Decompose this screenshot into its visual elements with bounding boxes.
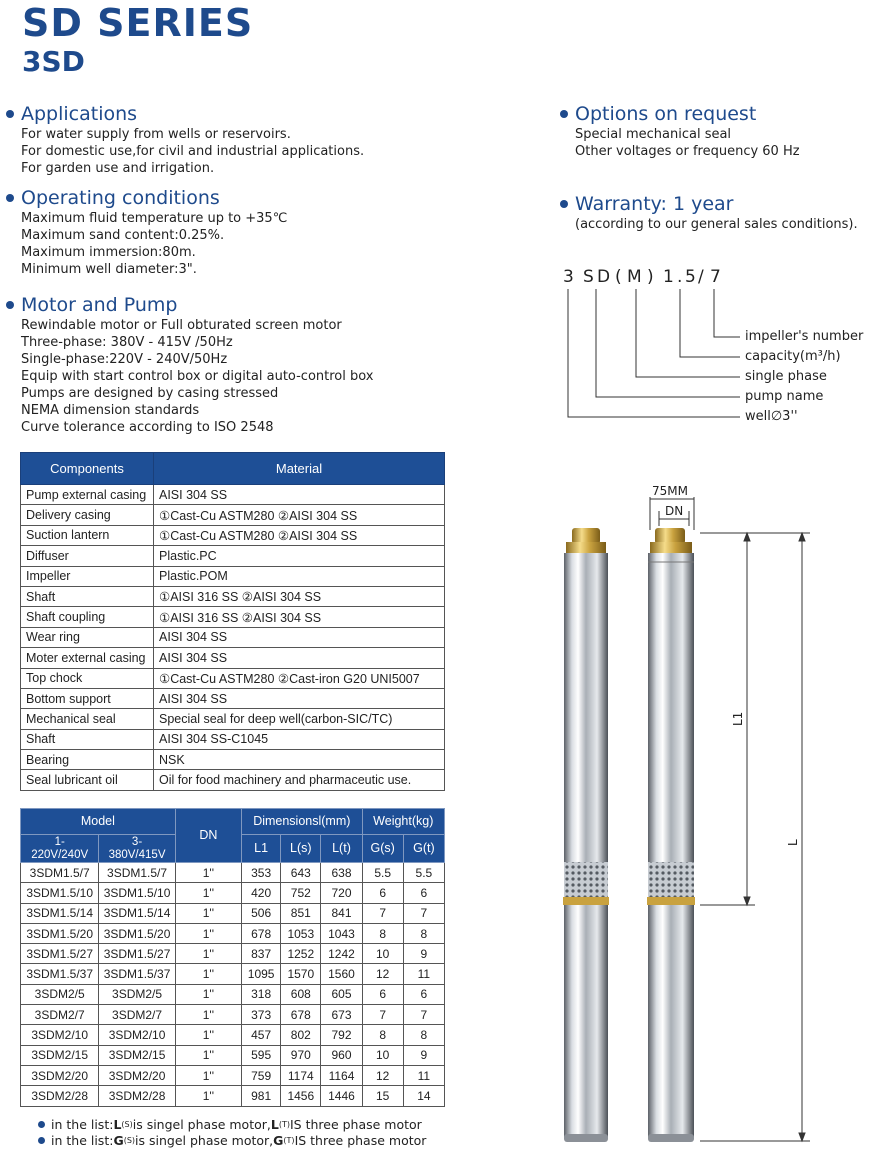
component-cell: Moter external casing [21,648,154,668]
code-letter: 1 [663,267,674,287]
operating-heading: Operating conditions [21,187,220,209]
material-cell: Oil for food machinery and pharmaceutic use. [154,770,445,790]
note-text: is singel phase motor, [132,1117,271,1132]
material-cell: NSK [154,750,445,770]
code-letter: S [583,267,594,287]
three-model-cell: 3SDM1.5/20 [99,923,175,943]
ls-cell: 1174 [281,1065,321,1085]
motor-line: Curve tolerance according to ISO 2548 [21,420,274,435]
material-cell: AISI 304 SS-C1045 [154,729,445,749]
material-cell: AISI 304 SS [154,688,445,708]
table-row [21,1025,445,1045]
l1-cell: 837 [242,944,281,964]
table-row [21,668,445,688]
lt-cell: 720 [321,883,362,903]
dn-cell: 1'' [175,863,241,883]
model-group-header: Model [21,809,176,835]
note-length [38,1117,422,1132]
component-cell: Impeller [21,566,154,586]
ls-cell: 752 [281,883,321,903]
table-row [21,883,445,903]
applications-line: For garden use and irrigation. [21,161,215,176]
lt-cell: 1560 [321,964,362,984]
table-row [21,648,445,668]
bullet-icon [38,1137,45,1144]
l1-cell: 506 [242,903,281,923]
dn-header: DN [175,809,241,863]
lt-cell: 1043 [321,923,362,943]
ls-cell: 1570 [281,964,321,984]
table-row [21,1065,445,1085]
note-text: in the list: [51,1117,114,1132]
code-letter: / [698,267,704,287]
gs-cell: 10 [362,944,403,964]
material-cell: ①Cast-Cu ASTM280 ②AISI 304 SS [154,505,445,525]
dn-label: DN [665,504,684,518]
gt-cell: 7 [403,903,444,923]
table-row [21,863,445,883]
gs-cell: 5.5 [362,863,403,883]
operating-line: Minimum well diameter:3". [21,262,197,277]
lt-cell: 960 [321,1045,362,1065]
three-model-cell: 3SDM2/28 [99,1086,175,1106]
table-row [21,525,445,545]
operating-line: Maximum immersion:80m. [21,245,196,260]
pump-three-phase [647,528,695,1142]
motor-line: Pumps are designed by casing stressed [21,386,279,401]
ls-cell: 678 [281,1005,321,1025]
l1-cell: 457 [242,1025,281,1045]
gs-cell: 12 [362,964,403,984]
material-cell: AISI 304 SS [154,627,445,647]
gt-cell: 7 [403,1005,444,1025]
pump-single-phase [563,528,609,1142]
single-model-cell: 3SDM1.5/20 [21,923,99,943]
single-phase-header: 1- 220V/240V [21,835,99,863]
l1-header: L1 [242,835,281,863]
note-sub: (T) [283,1136,295,1145]
gs-cell: 10 [362,1045,403,1065]
note-symbol: G [273,1133,284,1148]
material-cell: ①Cast-Cu ASTM280 ②AISI 304 SS [154,525,445,545]
operating-line: Maximum fluid temperature up to +35℃ [21,211,288,226]
material-cell: Plastic.PC [154,546,445,566]
lt-cell: 638 [321,863,362,883]
ls-cell: 1252 [281,944,321,964]
three-model-cell: 3SDM2/15 [99,1045,175,1065]
table-row [21,627,445,647]
code-label-pump-name: pump name [745,389,824,404]
motor-line: NEMA dimension standards [21,403,200,418]
gs-cell: 7 [362,1005,403,1025]
table-row [21,505,445,525]
three-model-cell: 3SDM1.5/10 [99,883,175,903]
gs-cell: 6 [362,984,403,1004]
l1-cell: 353 [242,863,281,883]
material-cell: ①AISI 316 SS ②AISI 304 SS [154,586,445,606]
table-row [21,607,445,627]
single-model-cell: 3SDM2/15 [21,1045,99,1065]
table-row [21,709,445,729]
gt-cell: 8 [403,1025,444,1045]
material-cell: AISI 304 SS [154,485,445,505]
table-row [21,984,445,1004]
ls-cell: 643 [281,863,321,883]
note-text: IS three phase motor [289,1117,422,1132]
note-text: in the list: [51,1133,114,1148]
operating-line: Maximum sand content:0.25%. [21,228,225,243]
l1-cell: 1095 [242,964,281,984]
applications-heading: Applications [21,103,138,125]
component-cell: Pump external casing [21,485,154,505]
note-text: IS three phase motor [294,1133,427,1148]
table-row [21,1086,445,1106]
code-label-capacity: capacity(m³/h) [745,349,841,364]
component-cell: Suction lantern [21,525,154,545]
ls-cell: 970 [281,1045,321,1065]
gt-cell: 6 [403,883,444,903]
code-label-impeller: impeller's number [745,329,864,344]
three-model-cell: 3SDM1.5/27 [99,944,175,964]
component-cell: Delivery casing [21,505,154,525]
l1-cell: 420 [242,883,281,903]
single-model-cell: 3SDM2/7 [21,1005,99,1025]
motor-heading: Motor and Pump [21,294,178,316]
component-cell: Shaft coupling [21,607,154,627]
single-model-cell: 3SDM2/20 [21,1065,99,1085]
code-letter: . [677,267,683,287]
material-cell: Plastic.POM [154,566,445,586]
dn-cell: 1'' [175,964,241,984]
note-sub: (T) [278,1120,290,1129]
gt-cell: 11 [403,964,444,984]
gt-cell: 6 [403,984,444,1004]
material-cell: ①AISI 316 SS ②AISI 304 SS [154,607,445,627]
table-row [21,485,445,505]
note-sub: (S) [123,1136,136,1145]
note-symbol: G [113,1133,124,1148]
single-model-cell: 3SDM1.5/10 [21,883,99,903]
lt-cell: 841 [321,903,362,923]
ls-cell: 802 [281,1025,321,1045]
code-label-well: well∅3'' [745,409,798,424]
material-header: Material [154,453,445,485]
component-cell: Shaft [21,729,154,749]
ls-header: L(s) [281,835,321,863]
code-label-phase: single phase [745,369,827,384]
three-phase-header: 3- 380V/415V [99,835,175,863]
material-cell: ①Cast-Cu ASTM280 ②Cast-iron G20 UNI5007 [154,668,445,688]
code-letter: D [597,267,611,287]
motor-line: Three-phase: 380V - 415V /50Hz [21,335,233,350]
three-model-cell: 3SDM2/7 [99,1005,175,1025]
motor-line: Rewindable motor or Full obturated screen motor [21,318,342,333]
options-line: Other voltages or frequency 60 Hz [575,144,800,159]
warranty-heading: Warranty: 1 year [575,193,734,215]
lt-cell: 605 [321,984,362,1004]
dn-cell: 1'' [175,923,241,943]
l-label: L [786,839,800,846]
l1-cell: 318 [242,984,281,1004]
l1-cell: 595 [242,1045,281,1065]
model-table [20,808,445,1107]
gs-cell: 6 [362,883,403,903]
dn-cell: 1'' [175,1005,241,1025]
gs-cell: 8 [362,1025,403,1045]
table-row [21,1005,445,1025]
single-model-cell: 3SDM1.5/14 [21,903,99,923]
warranty-line: (according to our general sales conditions). [575,217,858,232]
component-cell: Wear ring [21,627,154,647]
gt-cell: 11 [403,1065,444,1085]
l1-cell: 373 [242,1005,281,1025]
motor-line: Equip with start control box or digital auto-control box [21,369,374,384]
table-row [21,944,445,964]
bullet-icon [38,1121,45,1128]
single-model-cell: 3SDM2/5 [21,984,99,1004]
gs-cell: 15 [362,1086,403,1106]
dn-cell: 1'' [175,1086,241,1106]
note-sub: (S) [121,1120,133,1129]
gs-cell: 8 [362,923,403,943]
component-cell: Seal lubricant oil [21,770,154,790]
l1-cell: 759 [242,1065,281,1085]
dn-cell: 1'' [175,984,241,1004]
note-symbol: L [113,1117,122,1132]
three-model-cell: 3SDM2/20 [99,1065,175,1085]
options-line: Special mechanical seal [575,127,732,142]
single-model-cell: 3SDM1.5/27 [21,944,99,964]
weight-header: Weight(kg) [362,809,444,835]
table-row [21,923,445,943]
table-row [21,750,445,770]
component-cell: Shaft [21,586,154,606]
three-model-cell: 3SDM2/10 [99,1025,175,1045]
code-letter: 5 [685,267,696,287]
components-table [20,452,445,791]
dn-cell: 1'' [175,1025,241,1045]
code-letter: M [627,267,642,287]
gs-cell: 7 [362,903,403,923]
ls-cell: 851 [281,903,321,923]
gs-header: G(s) [362,835,403,863]
table-row [21,546,445,566]
dn-cell: 1'' [175,1045,241,1065]
table-row [21,729,445,749]
three-model-cell: 3SDM1.5/7 [99,863,175,883]
single-model-cell: 3SDM1.5/37 [21,964,99,984]
lt-cell: 1242 [321,944,362,964]
dn-cell: 1'' [175,1065,241,1085]
motor-line: Single-phase:220V - 240V/50Hz [21,352,228,367]
l1-label: L1 [731,711,745,726]
page-title: SD SERIES [22,1,254,45]
lt-cell: 1446 [321,1086,362,1106]
component-cell: Bearing [21,750,154,770]
l1-cell: 678 [242,923,281,943]
width-label: 75MM [652,484,688,498]
table-row [21,688,445,708]
table-row [21,586,445,606]
table-row [21,1045,445,1065]
three-model-cell: 3SDM1.5/37 [99,964,175,984]
three-model-cell: 3SDM1.5/14 [99,903,175,923]
material-cell: AISI 304 SS [154,648,445,668]
dn-cell: 1'' [175,883,241,903]
gt-cell: 14 [403,1086,444,1106]
options-heading: Options on request [575,103,757,125]
note-weight [38,1133,426,1148]
table-row [21,770,445,790]
components-header: Components [21,453,154,485]
code-letter: ( [615,267,622,287]
lt-header: L(t) [321,835,362,863]
gs-cell: 12 [362,1065,403,1085]
ls-cell: 1456 [281,1086,321,1106]
gt-cell: 8 [403,923,444,943]
note-text: is singel phase motor, [135,1133,274,1148]
component-cell: Top chock [21,668,154,688]
component-cell: Bottom support [21,688,154,708]
material-cell: Special seal for deep well(carbon-SIC/TC) [154,709,445,729]
three-model-cell: 3SDM2/5 [99,984,175,1004]
code-letter: ) [647,267,654,287]
ls-cell: 608 [281,984,321,1004]
single-model-cell: 3SDM2/28 [21,1086,99,1106]
table-row [21,566,445,586]
code-letter: 7 [710,267,721,287]
applications-line: For domestic use,for civil and industrial applications. [21,144,365,159]
ls-cell: 1053 [281,923,321,943]
gt-header: G(t) [403,835,444,863]
gt-cell: 9 [403,1045,444,1065]
component-cell: Mechanical seal [21,709,154,729]
lt-cell: 1164 [321,1065,362,1085]
code-connectors [568,289,740,417]
l1-cell: 981 [242,1086,281,1106]
table-row [21,903,445,923]
page-subtitle: 3SD [22,45,85,78]
gt-cell: 5.5 [403,863,444,883]
note-symbol: L [270,1117,279,1132]
code-letter: 3 [563,267,574,287]
single-model-cell: 3SDM2/10 [21,1025,99,1045]
lt-cell: 673 [321,1005,362,1025]
component-cell: Diffuser [21,546,154,566]
table-row [21,964,445,984]
applications-line: For water supply from wells or reservoirs. [21,127,291,142]
dn-cell: 1'' [175,944,241,964]
gt-cell: 9 [403,944,444,964]
lt-cell: 792 [321,1025,362,1045]
dn-cell: 1'' [175,903,241,923]
dimensions-header: Dimensionsl(mm) [242,809,363,835]
single-model-cell: 3SDM1.5/7 [21,863,99,883]
